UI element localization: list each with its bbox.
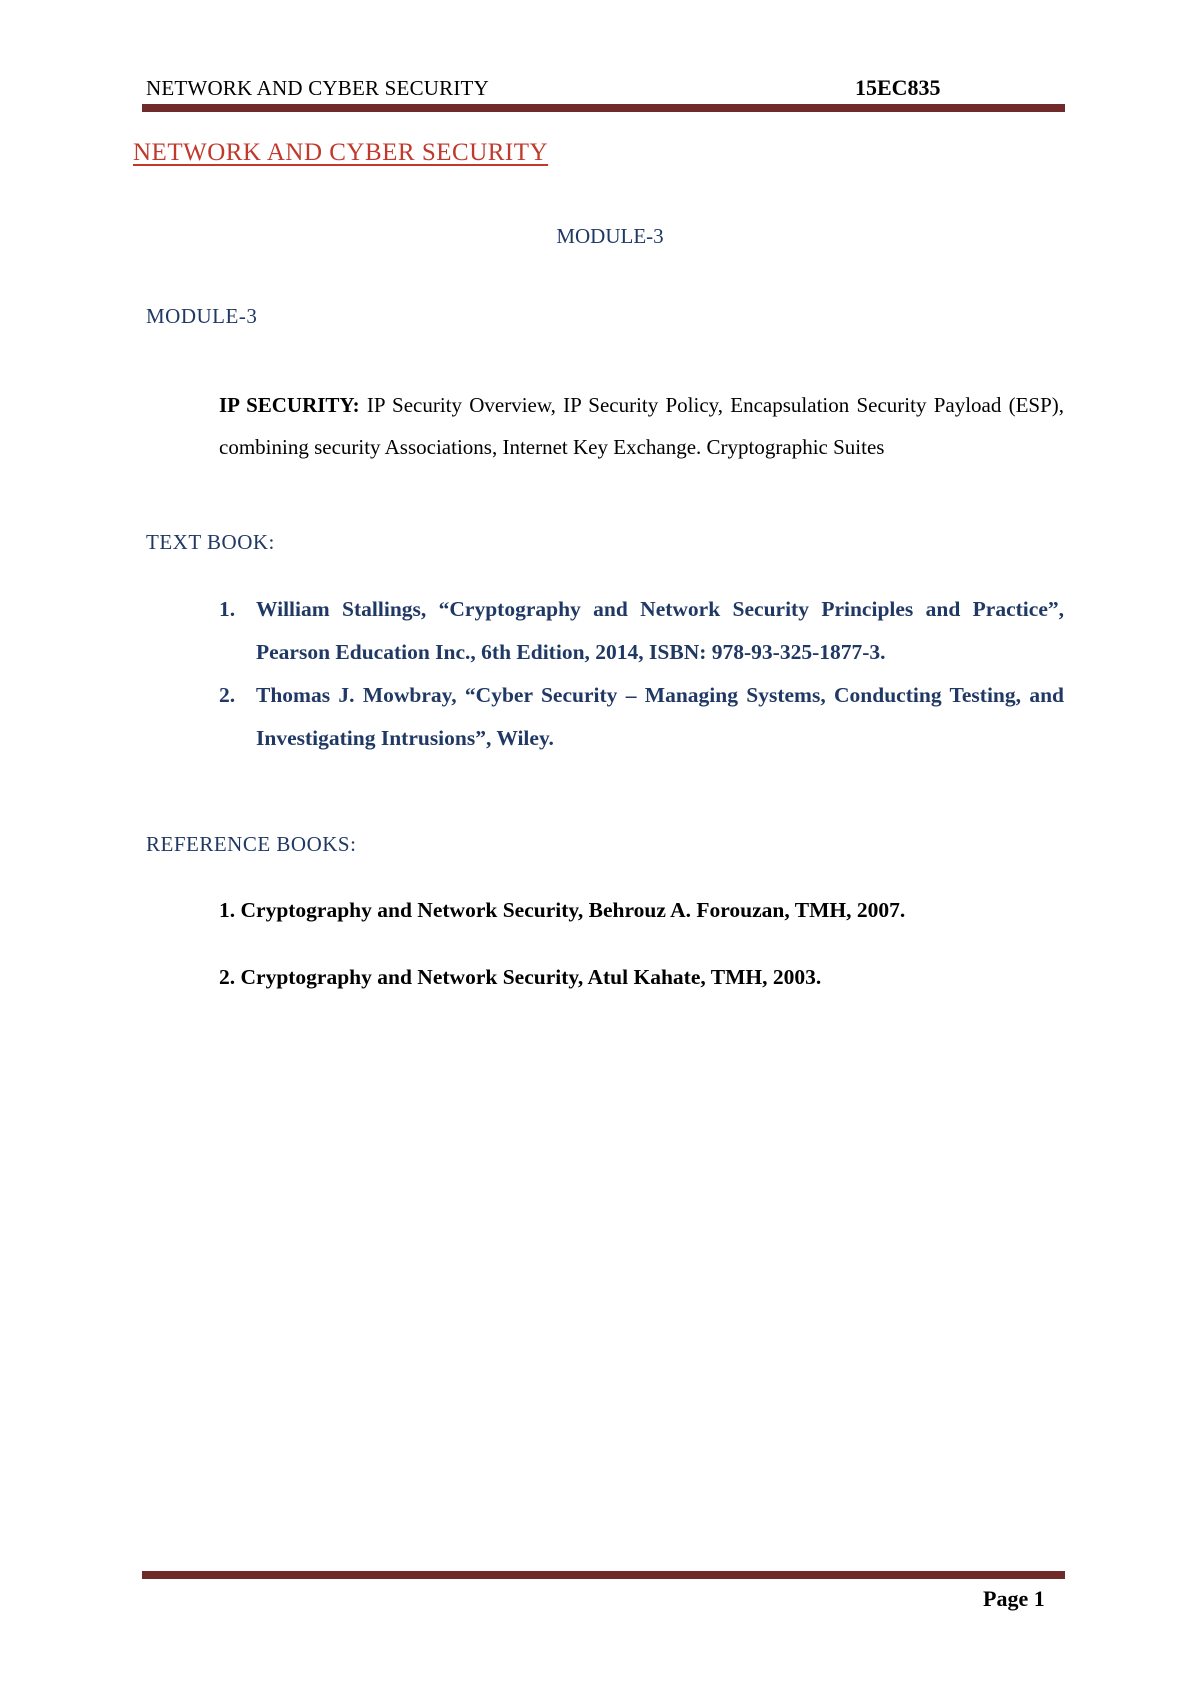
syllabus-paragraph (219, 384, 1064, 468)
reference-entry: 2. Cryptography and Network Security, Atul Kahate, TMH, 2003. (219, 965, 822, 989)
module-center-heading: MODULE-3 (556, 224, 664, 248)
reference-books-heading: REFERENCE BOOKS: (146, 832, 357, 856)
text-book-heading: TEXT BOOK: (146, 530, 275, 554)
course-code: 15EC835 (855, 75, 941, 100)
list-number: 1. (219, 597, 236, 621)
list-number: 2. (219, 683, 236, 707)
list-item (219, 588, 1064, 674)
header-divider (142, 104, 1065, 112)
header-title: NETWORK AND CYBER SECURITY (146, 76, 489, 100)
page-number: Page 1 (983, 1586, 1045, 1611)
footer-divider (142, 1571, 1065, 1579)
text-book-list (219, 588, 1064, 760)
module-heading: MODULE-3 (146, 304, 258, 328)
syllabus-body: IP Security Overview, IP Security Policy, Encapsulation Security Payload (ESP), combining security Associations, Internet Key Exchange. Cryptographic Suites (219, 393, 1064, 459)
text-book-entry: Thomas J. Mowbray, “Cyber Security – Managing Systems, Conducting Testing, and Investigating Intrusions”, Wiley. (256, 683, 1064, 750)
syllabus-lead: IP SECURITY: (219, 393, 360, 417)
document-title: NETWORK AND CYBER SECURITY (133, 139, 549, 166)
reference-entry: 1. Cryptography and Network Security, Behrouz A. Forouzan, TMH, 2007. (219, 898, 906, 922)
list-item (219, 674, 1064, 760)
text-book-entry: William Stallings, “Cryptography and Network Security Principles and Practice”, Pearson Education Inc., 6th Edition, 2014, ISBN: 978-93-325-1877-3. (256, 597, 1064, 664)
